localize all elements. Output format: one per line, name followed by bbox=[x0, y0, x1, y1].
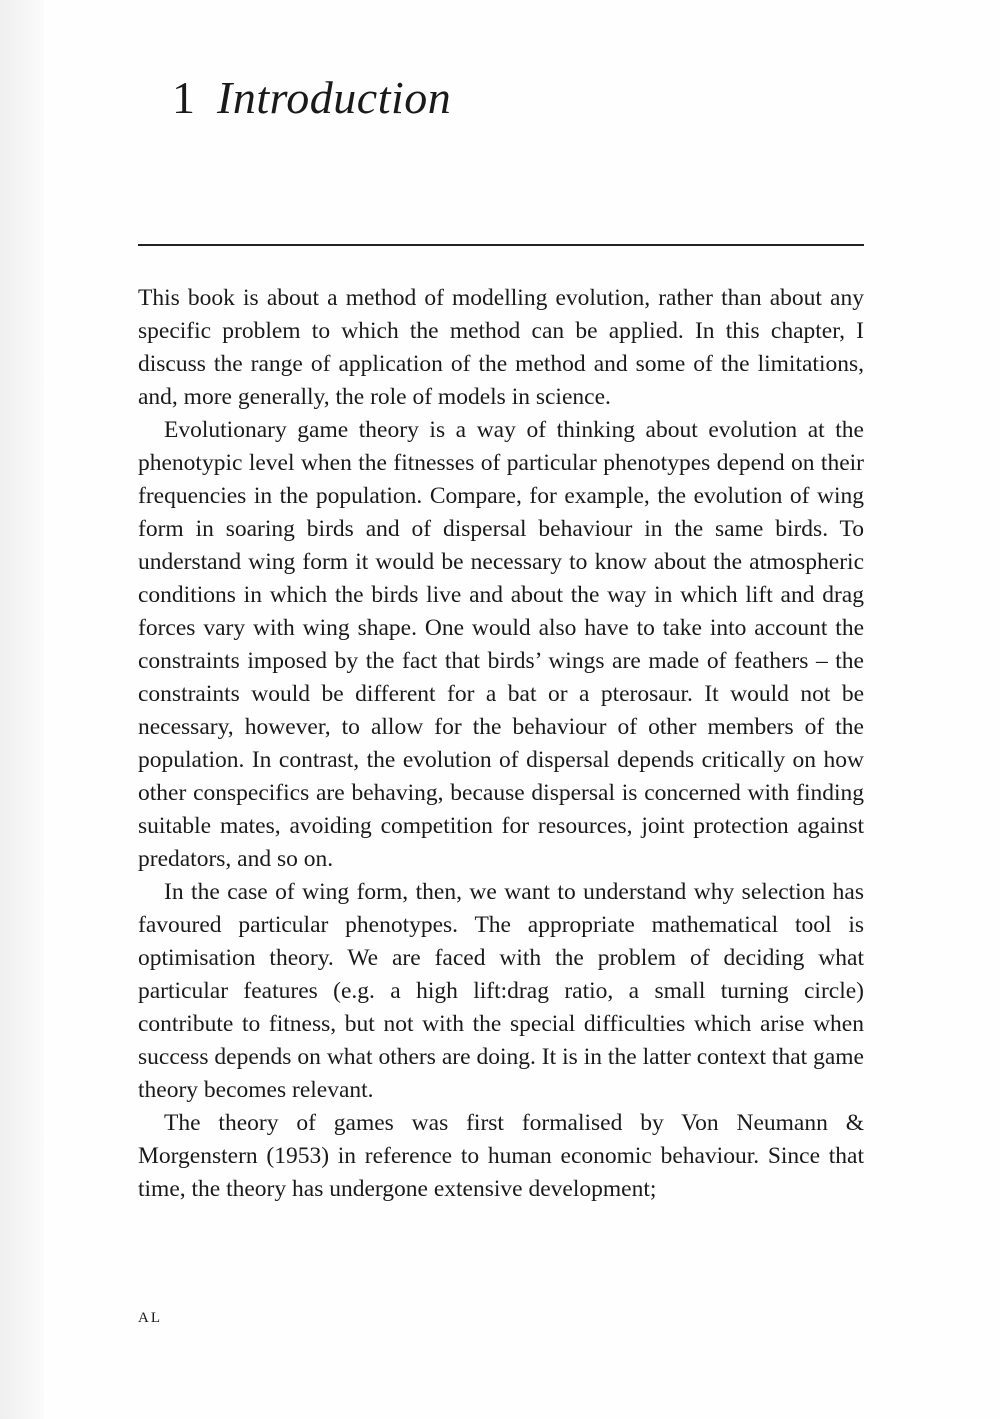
chapter-number: 1 bbox=[172, 72, 195, 123]
page-edge-shadow bbox=[0, 0, 44, 1419]
body-text bbox=[138, 282, 864, 1206]
gathering-signature: AL bbox=[138, 1310, 162, 1326]
paragraph: The theory of games was first formalised by Von Neumann & Morgenstern (1953) in reference to human economic behaviour. Since that time, the theory has undergone extensive development; bbox=[138, 1110, 864, 1202]
heading-rule bbox=[138, 244, 864, 246]
chapter-title: Introduction bbox=[217, 72, 452, 123]
paragraph: In the case of wing form, then, we want to understand why selection has favoured particular phenotypes. The appropriate mathematical tool is optimisation theory. We are faced with the problem of deciding what particular features (e.g. a high lift:drag ratio, a small turning circle) contribute to fitness, but not with the special difficulties which arise when success depends on what others are doing. It is in the latter context that game theory becomes relevant. bbox=[138, 879, 864, 1103]
paragraph: This book is about a method of modelling evolution, rather than about any specific problem to which the method can be applied. In this chapter, I discuss the range of application of the method and some of the limitations, and, more generally, the role of models in science. bbox=[138, 285, 864, 410]
paragraph: Evolutionary game theory is a way of thinking about evolution at the phenotypic level when the fitnesses of particular phenotypes depend on their frequencies in the population. Compare, for example, the evolution of wing form in soaring birds and of dispersal behaviour in the same birds. To understand wing form it would be necessary to know about the atmospheric conditions in which the birds live and about the way in which lift and drag forces vary with wing shape. One would also have to take into account the constraints imposed by the fact that birds’ wings are made of feathers – the constraints would be different for a bat or a pterosaur. It would not be necessary, however, to allow for the behaviour of other members of the population. In contrast, the evolution of dispersal depends critically on how other conspecifics are behaving, because dispersal is concerned with finding suitable mates, avoiding competition for resources, joint protection against predators, and so on. bbox=[138, 417, 864, 872]
chapter-heading bbox=[172, 68, 451, 128]
